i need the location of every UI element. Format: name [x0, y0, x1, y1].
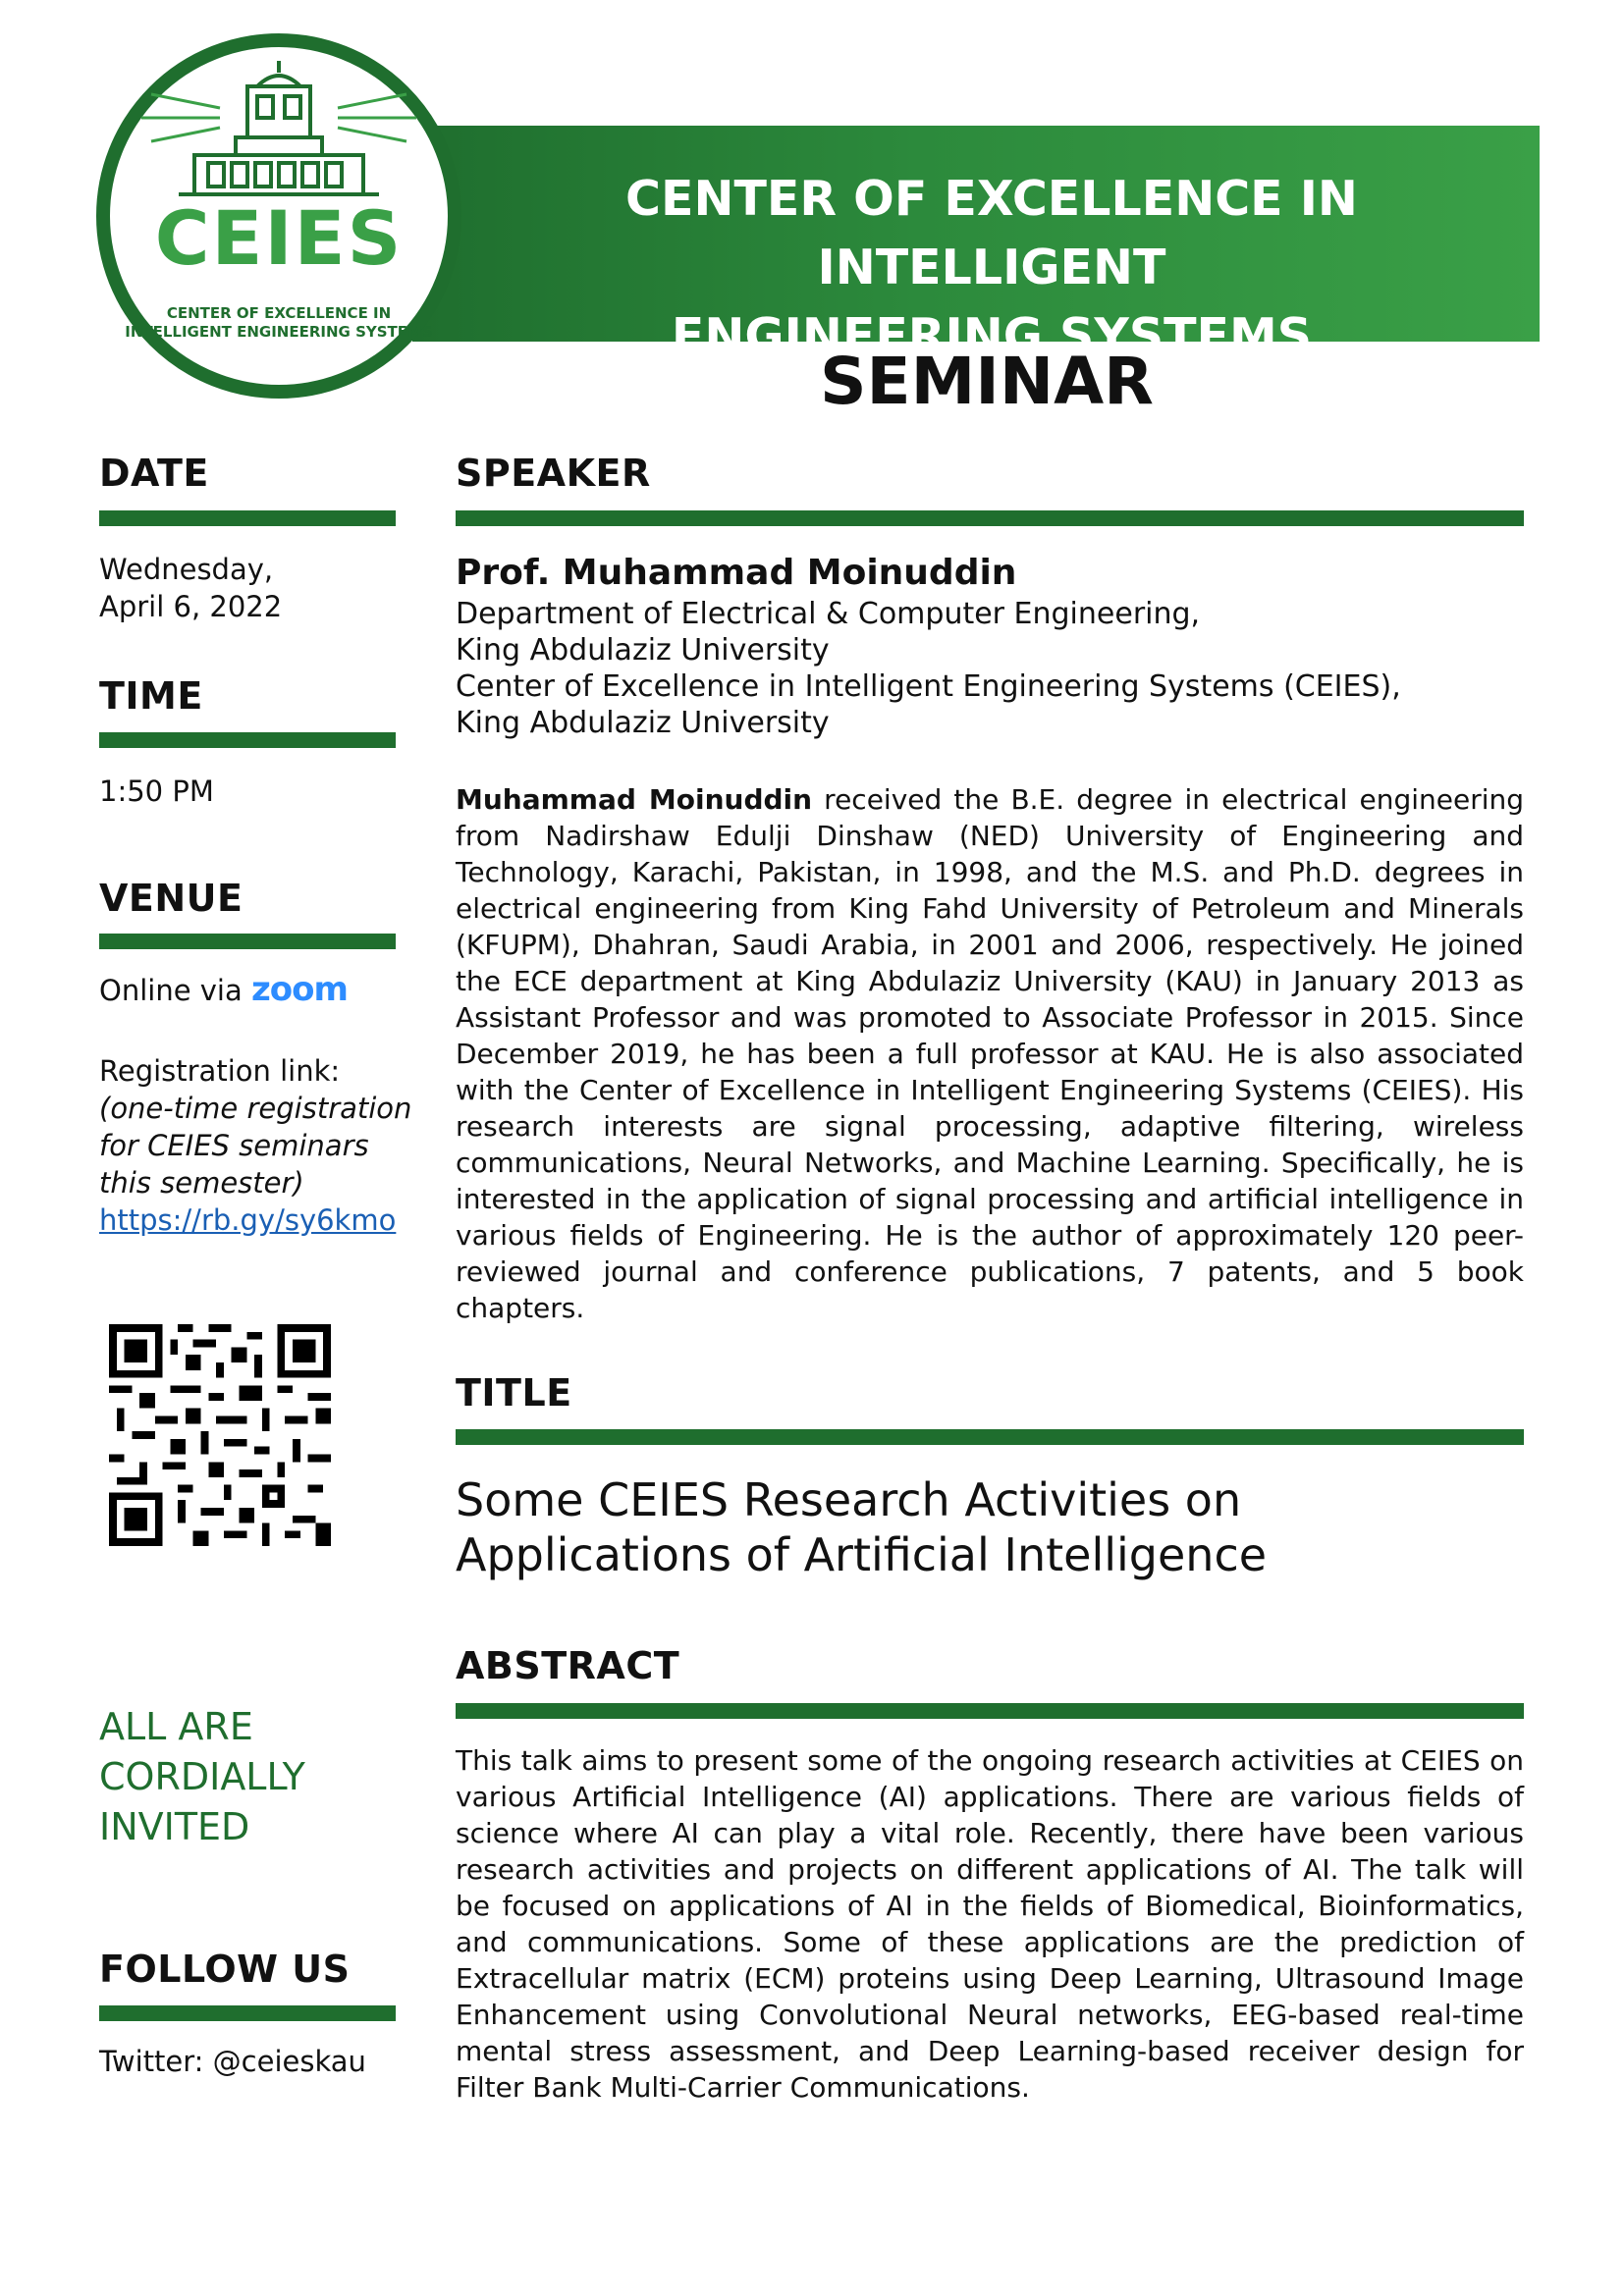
ceies-logo — [96, 33, 461, 399]
bio-text: received the B.E. degree in electrical engineering from Nadirshaw Edulji Dinshaw (NED) University of Engineering and Technology, Karachi, Pakistan, in 1998, and the M.S. and Ph.D. degrees in electrical engineering from King Fahd University of Petroleum and Minerals (KFUPM), Dhahran, Saudi Arabia, in 2001 and 2006, respectively. He joined the ECE department at King Abdulaziz University (KAU) in January 2013 as Assistant Professor and was promoted to Associate Professor in 2015. Since December 2019, he has been a full professor at KAU. He is also associated with the Center of Excellence in Intelligent Engineering Systems (CEIES). His research interests are signal processing, adaptive filtering, wireless communications, Neural Networks, and Machine Learning. Specifically, he is interested in the application of signal processing and artificial intelligence in various fields of Engineering. He is the author of approximately 120 peer-reviewed journal and conference publications, 7 patents, and 5 book chapters. — [456, 783, 1524, 1324]
venue-online — [99, 971, 348, 1009]
time-divider — [99, 732, 396, 748]
qr-code[interactable] — [109, 1324, 331, 1546]
org-title-line1: CENTER OF EXCELLENCE IN INTELLIGENT — [625, 171, 1358, 295]
talk-title-line-1: Some CEIES Research Activities on — [456, 1473, 1242, 1526]
date-weekday: Wednesday, — [99, 553, 274, 586]
abstract-text: This talk aims to present some of the ongoing research activities at CEIES on various Artificial Intelligence (AI) applications. There are various fields of science where AI can play a vital role. Recently, there have been various research activities and projects on different applications of AI. The talk will be focused on applications of AI in the fields of Biomedical, Bioinformatics, and communications. Some of these applications are the prediction of Extracellular matrix (ECM) proteins using Deep Learning, Ultrasound Image Enhancement using Convolutional Neural networks, EEG-based real-time mental stress assessment, and Deep Learning-based receiver design for Filter Bank Multi-Carrier Communications. — [456, 1744, 1524, 2104]
speaker-bio — [456, 781, 1524, 1326]
org-title-line2: ENGINEERING SYSTEMS — [671, 308, 1313, 364]
date-day: April 6, 2022 — [99, 590, 283, 623]
affiliation-3: Center of Excellence in Intelligent Engineering Systems (CEIES), — [456, 669, 1401, 704]
registration-note-3: this semester) — [99, 1166, 304, 1200]
invitation — [99, 1702, 305, 1852]
logo-subtitle-line2: INTELLIGENT ENGINEERING SYSTEMS — [125, 323, 433, 341]
title-heading: TITLE — [456, 1371, 572, 1415]
affiliation-4: King Abdulaziz University — [456, 706, 830, 740]
talk-title-line-2: Applications of Artificial Intelligence — [456, 1528, 1268, 1581]
affiliation-1: Department of Electrical & Computer Engineering, — [456, 597, 1201, 631]
bio-name: Muhammad Moinuddin — [456, 783, 813, 816]
speaker-affiliations — [456, 596, 1526, 741]
time-value: 1:50 PM — [99, 774, 214, 808]
abstract-divider — [456, 1703, 1524, 1719]
registration-note-2: for CEIES seminars — [99, 1129, 369, 1162]
logo-subtitle-line1: CENTER OF EXCELLENCE IN — [166, 304, 392, 322]
registration-label: Registration link: — [99, 1054, 341, 1088]
title-divider — [456, 1429, 1524, 1445]
logo-text: CEIES — [154, 194, 404, 282]
speaker-name: Prof. Muhammad Moinuddin — [456, 553, 1017, 593]
date-value — [99, 551, 282, 625]
online-via-label: Online via — [99, 974, 243, 1007]
org-title — [461, 165, 1522, 371]
event-type: SEMINAR — [820, 344, 1154, 419]
speaker-divider — [456, 510, 1524, 526]
venue-heading: VENUE — [99, 877, 244, 920]
speaker-heading: SPEAKER — [456, 452, 651, 495]
venue-divider — [99, 934, 396, 949]
follow-divider — [99, 2005, 396, 2021]
affiliation-2: King Abdulaziz University — [456, 633, 830, 667]
abstract-heading: ABSTRACT — [456, 1644, 680, 1687]
time-heading: TIME — [99, 674, 203, 718]
logo-subtitle — [110, 304, 448, 342]
date-heading: DATE — [99, 452, 209, 495]
registration-note-1: (one-time registration — [99, 1092, 412, 1125]
registration-link[interactable]: https://rb.gy/sy6kmo — [99, 1203, 397, 1237]
zoom-logo: zoom — [250, 970, 348, 1009]
follow-heading: FOLLOW US — [99, 1948, 351, 1991]
talk-title — [456, 1472, 1267, 1582]
registration-block — [99, 1052, 411, 1239]
invite-line-1: ALL ARE — [99, 1705, 253, 1748]
invite-line-3: INVITED — [99, 1805, 250, 1848]
invite-line-2: CORDIALLY — [99, 1755, 305, 1798]
date-divider — [99, 510, 396, 526]
twitter-handle[interactable]: Twitter: @ceieskau — [99, 2045, 366, 2078]
